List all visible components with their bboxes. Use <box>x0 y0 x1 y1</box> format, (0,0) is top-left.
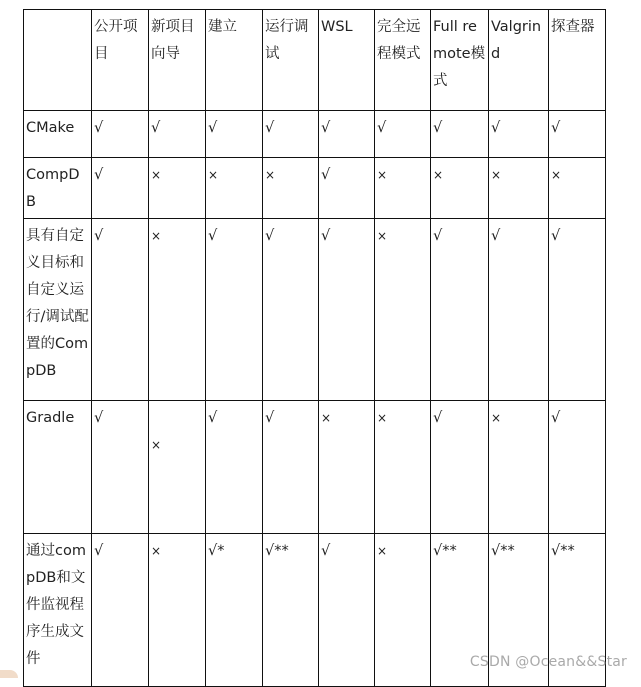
table-cell: × <box>319 401 375 534</box>
table-cell: √ <box>319 158 375 219</box>
table-row <box>24 219 606 401</box>
header-open-project: 公开项目 <box>92 10 149 111</box>
table-cell: √ <box>489 111 549 158</box>
table-cell: × <box>549 158 606 219</box>
table-cell: × <box>375 534 431 687</box>
table-cell: × <box>263 158 319 219</box>
avatar <box>0 670 18 678</box>
table-cell: √** <box>549 534 606 687</box>
table-cell: √ <box>319 219 375 401</box>
header-valgrind: Valgrind <box>489 10 549 111</box>
table-cell: √ <box>92 401 149 534</box>
table-cell: √** <box>431 534 489 687</box>
table-cell: × <box>206 158 263 219</box>
table-cell: √ <box>431 219 489 401</box>
table-cell: × <box>431 158 489 219</box>
table-cell: √ <box>375 111 431 158</box>
table-cell: √ <box>149 111 206 158</box>
table-cell: × <box>149 534 206 687</box>
table-cell: √ <box>319 111 375 158</box>
table-cell: √ <box>92 111 149 158</box>
row-label: 通过compDB和文件监视程序生成文件 <box>24 534 92 687</box>
table-cell: √ <box>549 401 606 534</box>
row-label: Gradle <box>24 401 92 534</box>
table-cell: √ <box>319 534 375 687</box>
row-label: 具有自定义目标和自定义运行/调试配置的CompDB <box>24 219 92 401</box>
table-cell: √ <box>489 219 549 401</box>
table-cell: × <box>149 219 206 401</box>
table-cell: √ <box>263 219 319 401</box>
table-cell: √ <box>92 158 149 219</box>
header-row <box>24 10 606 111</box>
table-cell: √** <box>263 534 319 687</box>
table-cell: √ <box>92 534 149 687</box>
header-corner <box>24 10 92 111</box>
compatibility-table <box>23 9 606 687</box>
watermark: CSDN @Ocean&&Star <box>469 654 627 670</box>
table-cell: × <box>149 158 206 219</box>
table-cell: √ <box>431 401 489 534</box>
table-cell: √** <box>489 534 549 687</box>
table-cell: √ <box>263 401 319 534</box>
header-full-remote-mode-cn: 完全远程模式 <box>375 10 431 111</box>
header-build: 建立 <box>206 10 263 111</box>
table-cell: × <box>375 401 431 534</box>
table-row <box>24 158 606 219</box>
header-wsl: WSL <box>319 10 375 111</box>
table-cell: × <box>375 158 431 219</box>
table-cell: √* <box>206 534 263 687</box>
table-cell: √ <box>206 401 263 534</box>
header-full-remote-mode: Full remote模式 <box>431 10 489 111</box>
table-row <box>24 401 606 534</box>
cell-value: × <box>151 438 162 452</box>
table-row <box>24 111 606 158</box>
table-cell: √ <box>549 111 606 158</box>
row-label: CMake <box>24 111 92 158</box>
table-cell: × <box>375 219 431 401</box>
table-cell <box>149 401 206 534</box>
table-cell: √ <box>263 111 319 158</box>
table-cell: × <box>489 158 549 219</box>
table-cell: × <box>489 401 549 534</box>
table-cell: √ <box>431 111 489 158</box>
table-cell: √ <box>92 219 149 401</box>
table-cell: √ <box>206 219 263 401</box>
table-cell: √ <box>206 111 263 158</box>
header-new-project-wizard: 新项目向导 <box>149 10 206 111</box>
table-cell: √ <box>549 219 606 401</box>
row-label: CompDB <box>24 158 92 219</box>
header-run-debug: 运行调试 <box>263 10 319 111</box>
header-profiler: 探查器 <box>549 10 606 111</box>
